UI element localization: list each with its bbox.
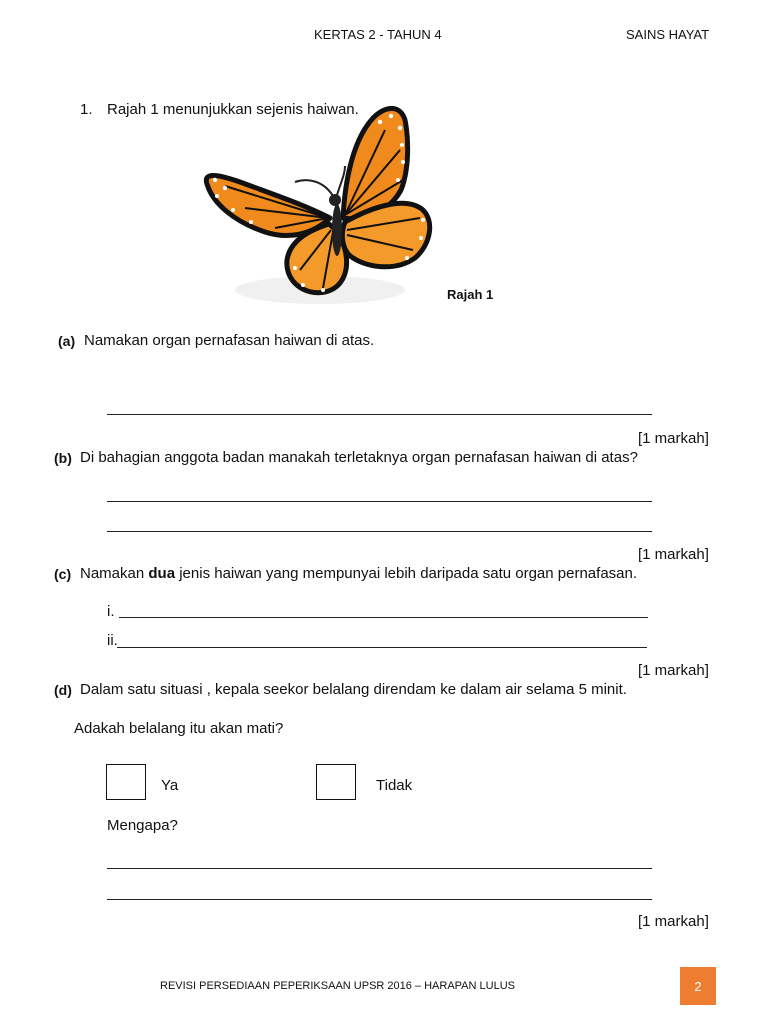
question-number: 1. xyxy=(80,101,93,118)
marks-a: [1 markah] xyxy=(638,430,709,447)
question-intro: Rajah 1 menunjukkan sejenis haiwan. xyxy=(107,101,359,118)
part-d-text: Dalam satu situasi , kepala seekor belalang direndam ke dalam air selama 5 minit. xyxy=(80,681,627,698)
marks-b: [1 markah] xyxy=(638,546,709,563)
answer-line-c1 xyxy=(119,617,648,618)
part-d-label: (d) xyxy=(54,682,72,698)
option-tidak-label: Tidak xyxy=(376,777,413,794)
butterfly-illustration xyxy=(195,100,440,310)
part-c-label: (c) xyxy=(54,566,72,582)
part-d-question: Adakah belalang itu akan mati? xyxy=(74,720,284,737)
marks-d: [1 markah] xyxy=(638,913,709,930)
part-c-item-i: i. xyxy=(107,603,115,620)
part-c-item-ii: ii. xyxy=(107,632,118,649)
header-right: SAINS HAYAT xyxy=(626,27,710,42)
option-ya-label: Ya xyxy=(161,777,179,794)
answer-line-c2 xyxy=(117,647,647,648)
part-c-text: Namakan dua jenis haiwan yang mempunyai lebih daripada satu organ pernafasan. xyxy=(80,565,638,582)
marks-c: [1 markah] xyxy=(638,662,709,679)
footer-text: REVISI PERSEDIAAN PEPERIKSAAN UPSR 2016 – HARAPAN LULUS xyxy=(160,980,515,992)
answer-line-b2 xyxy=(107,531,652,532)
part-b-label: (b) xyxy=(54,450,72,466)
answer-line-b1 xyxy=(107,501,652,502)
answer-line-a xyxy=(107,414,652,415)
checkbox-ya[interactable] xyxy=(106,764,146,800)
part-d-why: Mengapa? xyxy=(107,817,178,834)
answer-line-d2 xyxy=(107,899,652,900)
part-a-label: (a) xyxy=(58,333,76,349)
figure-caption: Rajah 1 xyxy=(447,287,494,302)
page-number-badge: 2 xyxy=(680,967,716,1005)
header-center: KERTAS 2 - TAHUN 4 xyxy=(314,27,442,42)
part-a-text: Namakan organ pernafasan haiwan di atas. xyxy=(84,332,375,349)
checkbox-tidak[interactable] xyxy=(316,764,356,800)
answer-line-d1 xyxy=(107,868,652,869)
part-b-text: Di bahagian anggota badan manakah terletaknya organ pernafasan haiwan di atas? xyxy=(80,449,638,466)
